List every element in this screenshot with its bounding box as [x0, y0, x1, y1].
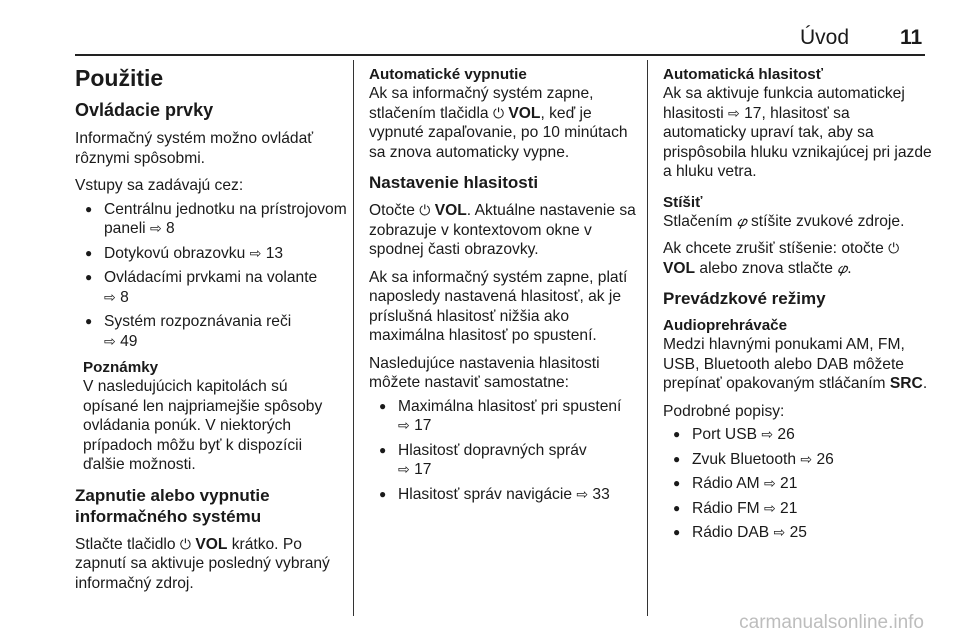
page-ref-link[interactable]: 13 [265, 244, 284, 262]
page-ref-link[interactable]: 26 [777, 426, 795, 443]
page-header [0, 26, 960, 56]
watermark: carmanualsonline.info [739, 612, 924, 633]
arrow-ref-icon: ⇨ [728, 104, 740, 121]
arrow-ref-icon: ⇨ [800, 450, 813, 467]
arrow-ref-icon: ⇨ [761, 426, 774, 442]
page-ref-link[interactable]: 17 [414, 417, 432, 434]
paragraph: Otočte ⏻ VOL. Aktuálne nastavenie sa zobrazuje v kontextovom okne v spodnej časti obrazovky. [369, 202, 636, 258]
paragraph: Stlačením 𝜑 stíšite zvukové zdroje. [663, 212, 905, 230]
note-box [83, 359, 347, 475]
column-divider-2 [647, 60, 648, 616]
paragraph: Medzi hlavnými ponukami AM, FM, USB, Bluetooth alebo DAB môžete prepínať opakovaným stláčaním SRC. [663, 336, 928, 392]
page-ref-link[interactable]: 26 [816, 450, 834, 468]
arrow-ref-icon: ⇨ [398, 461, 410, 477]
page-ref-link[interactable]: 17 [744, 104, 762, 122]
arrow-ref-icon: ⇨ [773, 524, 786, 540]
section-title: Úvod [800, 26, 850, 49]
arrow-ref-icon: ⇨ [763, 475, 776, 491]
list-item: ● Zvuk Bluetooth ⇨ 26 [663, 450, 935, 470]
volume-settings-list [369, 397, 641, 505]
power-icon: ⏻ [492, 104, 505, 121]
note-text: V nasledujúcich kapitolách sú opísané len najpriamejšie spôsoby ovládania ponúk. V niektorých prípadoch môžu byť k dispozícii ďalšie možnosti. [83, 378, 323, 473]
arrow-ref-icon: ⇨ [763, 499, 776, 516]
subheading: Stíšiť [663, 193, 703, 211]
list-item: ● Dotykovú obrazovku ⇨ 13 [75, 244, 347, 264]
page-ref-link[interactable]: 21 [780, 475, 798, 492]
header-rule [75, 54, 925, 56]
subheading: Automatická hlasitosť [663, 66, 824, 83]
column-divider-1 [353, 60, 354, 616]
audio-sources-list [663, 425, 935, 543]
paragraph: Ak sa informačný systém zapne, stlačením tlačidla ⏻ VOL, keď je vypnuté zapaľovanie, po 10 minútach sa znova automaticky vypne. [369, 85, 628, 161]
list-item: ● Rádio DAB ⇨ 25 [663, 523, 935, 543]
paragraph: Podrobné popisy: [663, 402, 785, 420]
subsection-heading: Prevádzkové režimy [663, 289, 826, 308]
section-heading: Ovládacie prvky [75, 100, 214, 120]
column-1 [75, 60, 347, 601]
list-item: ● Systém rozpoznávania reči ⇨ 49 [75, 312, 347, 351]
list-item: ● Hlasitosť správ navigácie ⇨ 33 [369, 485, 641, 505]
subsection-heading: Zapnutie alebo vypnutie informačného systému [75, 485, 270, 526]
page-ref-link[interactable]: 49 [120, 332, 138, 350]
power-icon: ⏻ [419, 202, 431, 218]
page-ref-link[interactable]: 21 [780, 499, 798, 517]
subsection-heading: Nastavenie hlasitosti [369, 173, 539, 192]
column-3 [663, 60, 935, 551]
page-ref-link[interactable]: 17 [414, 461, 432, 478]
subheading: Audioprehrávače [663, 317, 788, 334]
paragraph: Informačný systém možno ovládať rôznymi spôsobmi. [75, 130, 314, 167]
list-item: ● Ovládacími prvkami na volante ⇨ 8 [75, 268, 347, 307]
chapter-heading: Použitie [75, 65, 164, 91]
page-ref-link[interactable]: 33 [592, 485, 610, 503]
paragraph: Ak sa informačný systém zapne, platí naposledy nastavená hlasitosť, ak je príslušná hlasitosť nižšia ako maximálna hlasitosť po spustení. [369, 268, 628, 344]
page-ref-link[interactable]: 25 [789, 524, 807, 541]
paragraph: Ak sa aktivuje funkcia automatickej hlasitosti ⇨ 17, hlasitosť sa automaticky upraví tak, aby sa prispôsobila hluku vznikajúcej pri jazde a hluku vetra. [663, 85, 932, 180]
paragraph: Stlačte tlačidlo ⏻ VOL krátko. Po zapnutí sa aktivuje posledný vybraný informačný zdroj. [75, 535, 330, 592]
page-ref-link[interactable]: 8 [166, 220, 175, 237]
list-item: ● Hlasitosť dopravných správ ⇨ 17 [369, 441, 641, 480]
subheading: Automatické vypnutie [369, 66, 527, 83]
list-item: ● Rádio FM ⇨ 21 [663, 499, 935, 519]
list-item: ● Maximálna hlasitosť pri spustení ⇨ 17 [369, 397, 641, 436]
column-2 [369, 60, 641, 512]
paragraph: Ak chcete zrušiť stíšenie: otočte ⏻ VOL alebo znova stlačte 𝜑. [663, 240, 900, 277]
mute-icon: 𝜑 [736, 212, 747, 229]
mute-icon: 𝜑 [837, 259, 848, 276]
paragraph: Vstupy sa zadávajú cez: [75, 177, 244, 194]
list-item: ● Port USB ⇨ 26 [663, 425, 935, 445]
arrow-ref-icon: ⇨ [149, 220, 162, 236]
input-methods-list [75, 200, 347, 352]
note-title: Poznámky [83, 359, 159, 376]
page-number: 11 [900, 26, 923, 49]
paragraph: Nasledujúce nastavenia hlasitosti môžete nastaviť samostatne: [369, 354, 600, 391]
page-ref-link[interactable]: 8 [120, 288, 129, 306]
list-item: ● Rádio AM ⇨ 21 [663, 474, 935, 494]
power-icon: ⏻ [179, 535, 191, 552]
arrow-ref-icon: ⇨ [249, 244, 262, 261]
power-icon: ⏻ [888, 240, 900, 256]
arrow-ref-icon: ⇨ [576, 485, 589, 502]
list-item: ● Centrálnu jednotku na prístrojovom paneli ⇨ 8 [75, 200, 347, 239]
arrow-ref-icon: ⇨ [104, 332, 116, 349]
arrow-ref-icon: ⇨ [104, 288, 116, 305]
arrow-ref-icon: ⇨ [398, 417, 410, 433]
